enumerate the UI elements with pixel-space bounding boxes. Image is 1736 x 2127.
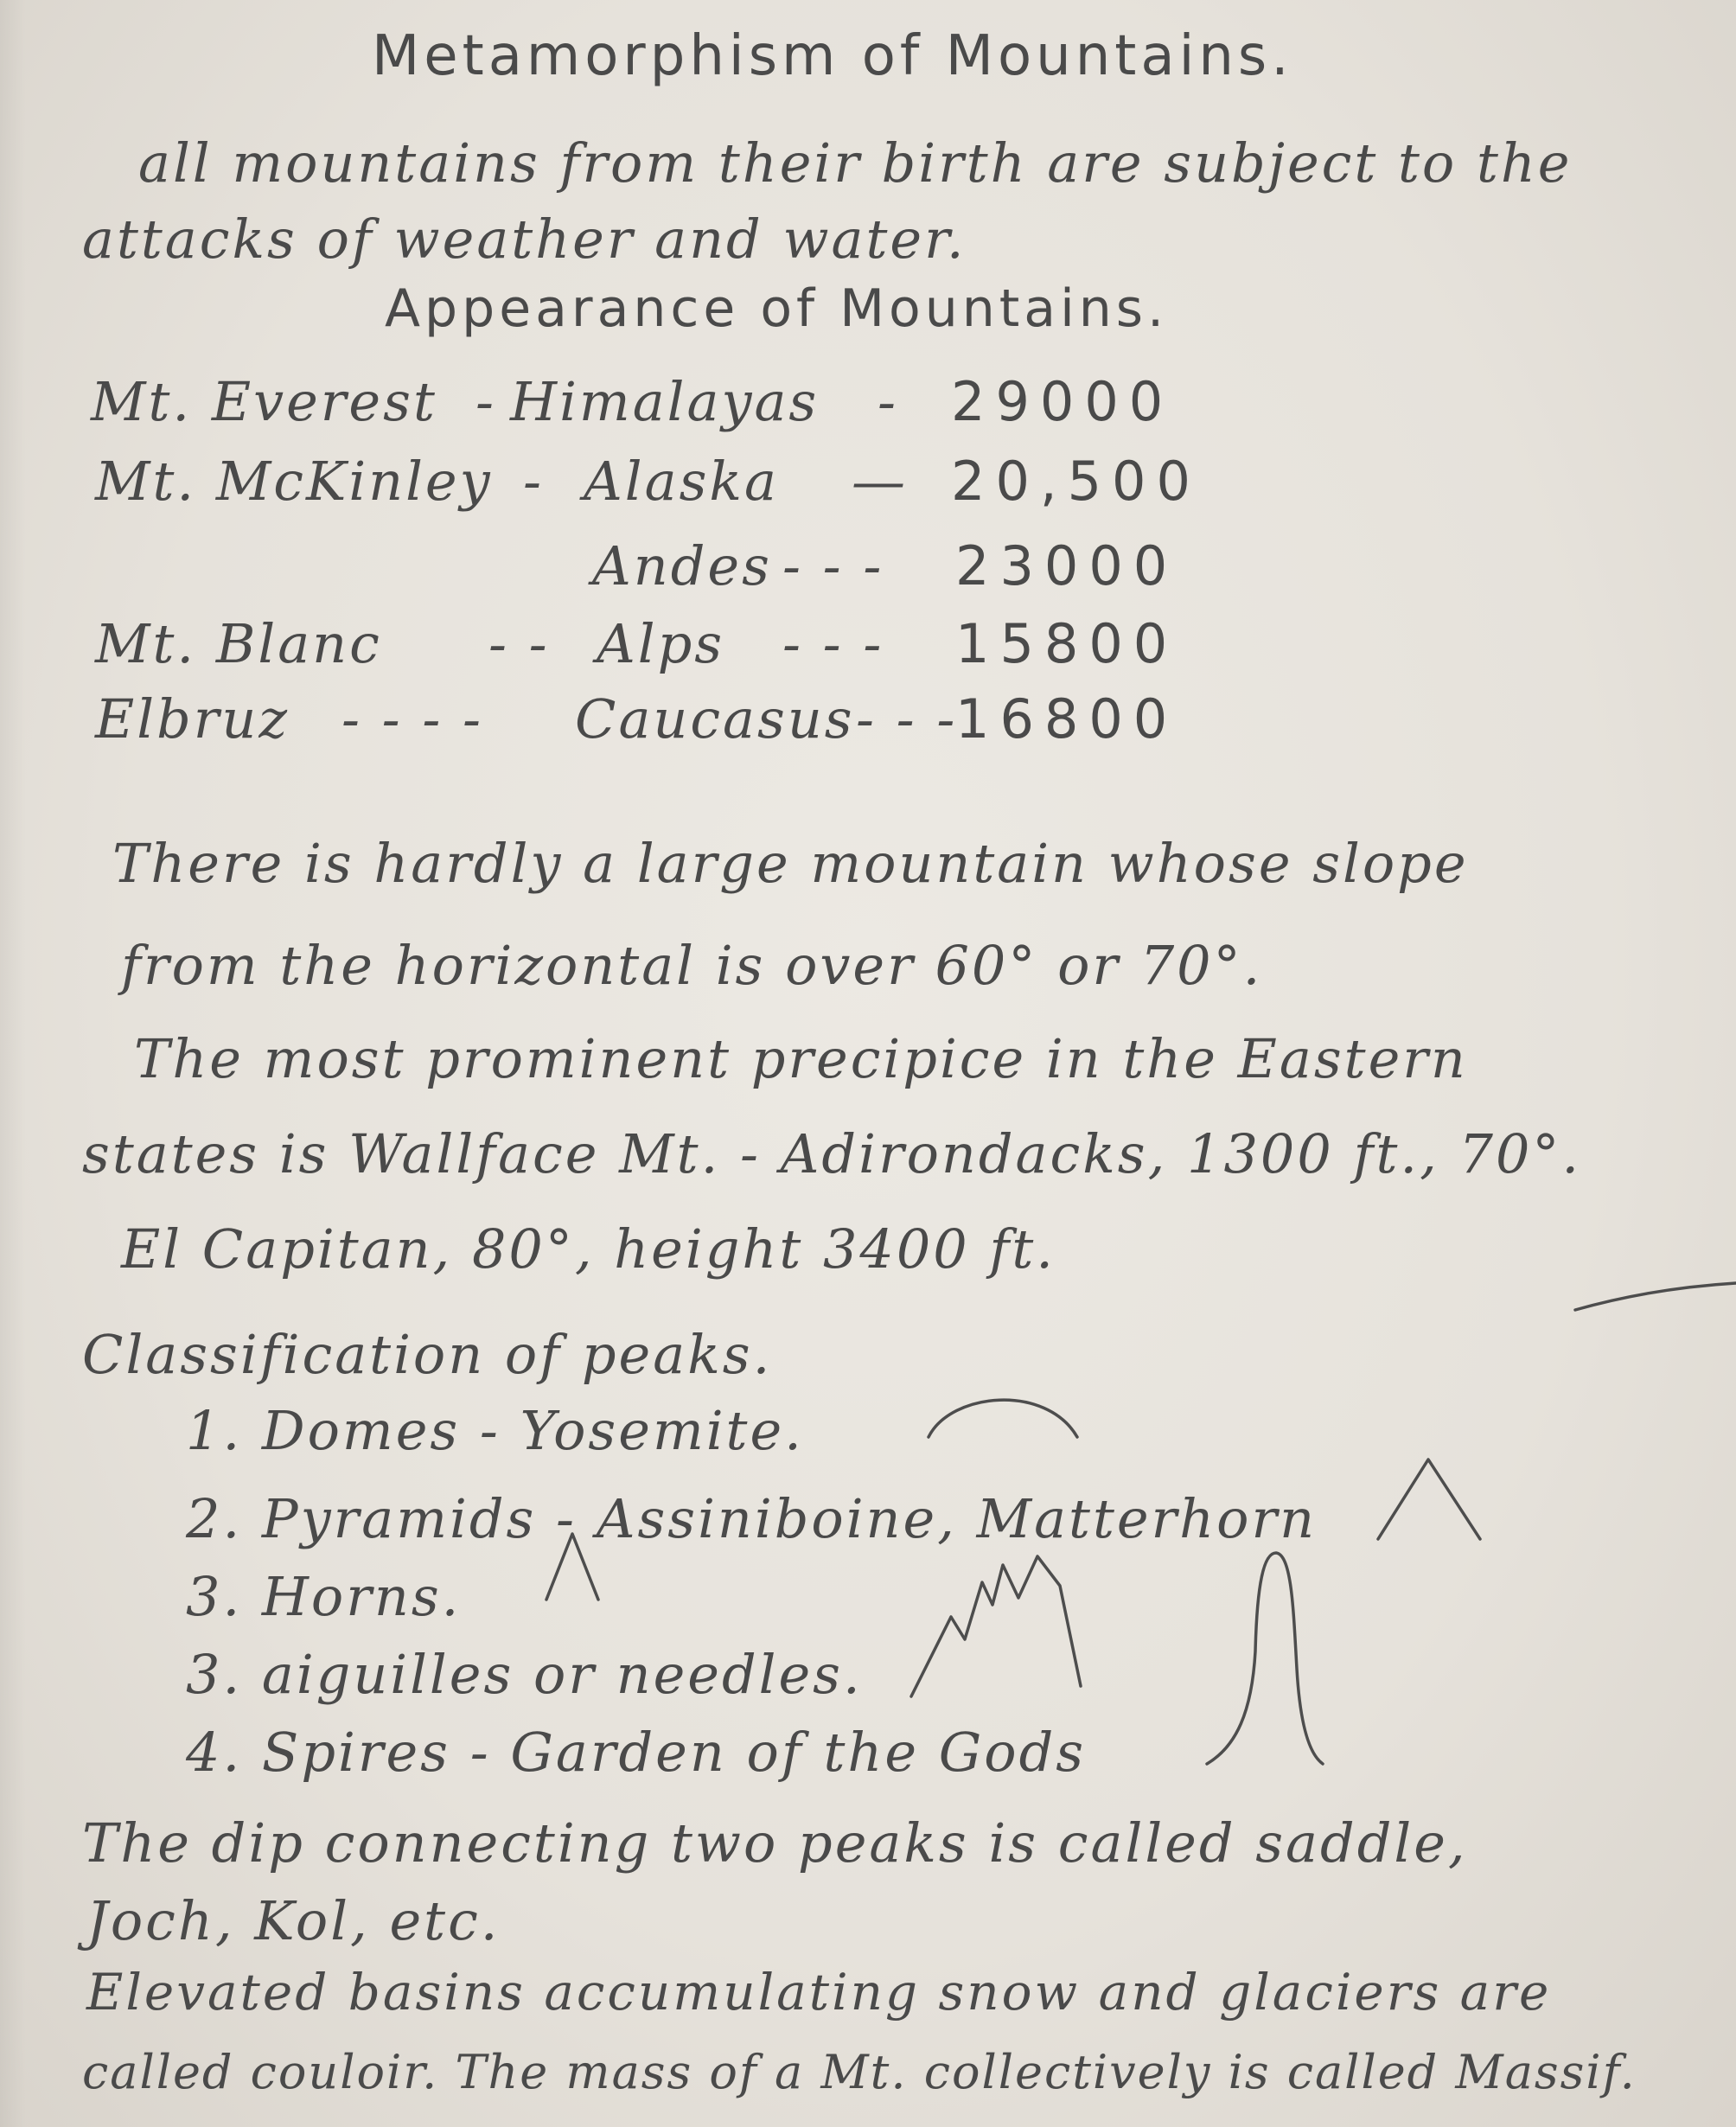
slope-line-4: states is Wallface Mt. - Adirondacks, 1300 ft., 70°. [82,1122,1582,1185]
mountain-name: Mt. Everest [91,370,437,433]
intro-line-2: attacks of weather and water. [82,208,967,271]
pyramid-sketch-icon [1375,1453,1487,1548]
needles-sketch-icon [908,1548,1089,1703]
section-heading-appearance: Appearance of Mountains. [385,278,1169,339]
mountain-row [0,534,1297,604]
mountain-dash: - [475,370,496,433]
offset-impression [605,735,847,770]
spire-sketch-icon [1202,1548,1331,1772]
slope-line-1: There is hardly a large mountain whose slope [112,832,1469,895]
mountain-row [0,450,1297,519]
mountain-dash: - [523,450,544,513]
page-edge-shadow [0,0,26,2127]
horn-sketch-icon [543,1529,603,1606]
mountain-dash: - - - [856,687,958,751]
mountain-range: Alps [597,612,725,675]
slope-line-5: El Capitan, 80°, height 3400 ft. [121,1217,1056,1281]
intro-line-1: all mountains from their birth are subject to the [138,131,1573,195]
closing-line-2: Joch, Kol, etc. [86,1889,501,1952]
mountain-range: Caucasus [575,687,855,751]
classification-item: 1. Domes - Yosemite. [186,1399,804,1462]
slope-line-2: from the horizontal is over 60° or 70°. [121,934,1263,997]
classification-item: 3. Horns. [186,1565,462,1628]
mountain-height: 20,500 [951,450,1201,513]
classification-item: 2. Pyramids - Assiniboine, Matterhorn [186,1487,1318,1550]
mountain-row [0,612,1297,681]
classification-item: 4. Spires - Garden of the Gods [186,1721,1087,1784]
mountain-height: 15800 [955,612,1178,675]
closing-line-3: Elevated basins accumulating snow and glaciers are [86,1963,1552,2022]
mountain-range: Alaska [584,450,779,513]
mountain-height: 29000 [951,370,1174,433]
mountain-name: Mt. Blanc [95,612,382,675]
mountain-dash: — [852,450,908,513]
closing-line-4: called couloir. The mass of a Mt. collectively is called Massif. [82,2045,1637,2099]
mountain-name: Mt. McKinley [95,450,493,513]
page-title: Metamorphism of Mountains. [372,24,1293,88]
mountain-range: Himalayas [510,370,820,433]
slope-line-3: The most prominent precipice in the Eastern [134,1027,1468,1090]
mountain-dash: - - - [782,534,884,597]
mountain-dash: - - - - [341,687,483,751]
mountain-dash: - - [488,612,550,675]
mountain-height: 16800 [955,687,1178,751]
dome-sketch-icon [925,1383,1081,1444]
mountain-dash: - [878,370,898,433]
stray-pencil-stroke [1573,1280,1736,1314]
mountain-row [0,370,1297,439]
mountain-dash: - - - [782,612,884,675]
closing-line-1: The dip connecting two peaks is called saddle, [82,1811,1468,1875]
classification-heading: Classification of peaks. [82,1323,773,1386]
mountain-name: Elbruz [95,687,290,751]
mountain-height: 23000 [955,534,1178,597]
classification-item: 3. aiguilles or needles. [186,1643,863,1706]
mountain-range: Andes [592,534,772,597]
